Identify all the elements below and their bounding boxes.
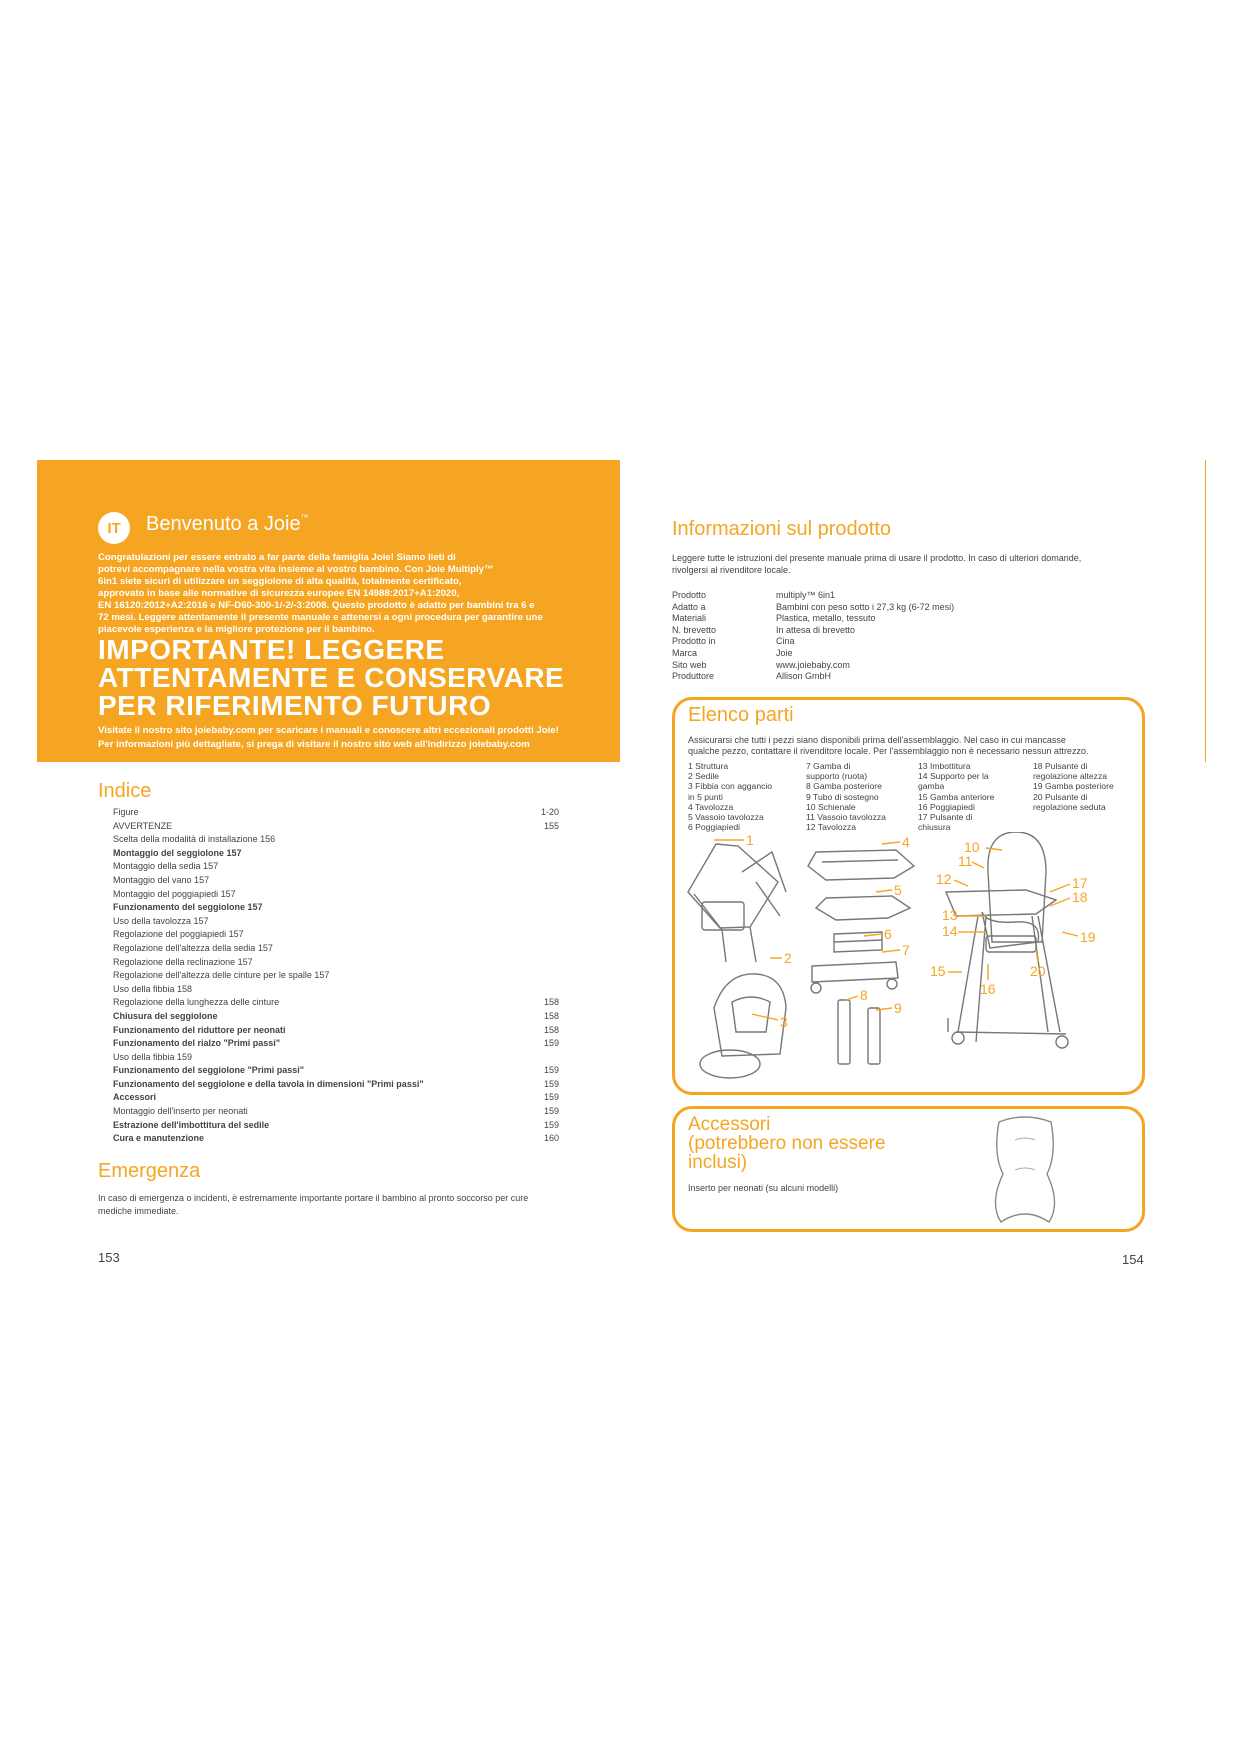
spec-value: Joie [776, 647, 793, 658]
part-item: 15 Gamba anteriore [918, 791, 995, 802]
part-item: 1 Struttura [688, 761, 729, 771]
toc-entry [113, 1078, 559, 1092]
toc-page [535, 901, 559, 915]
part-item: 17 Pulsante di [918, 812, 973, 823]
spec-value: Bambini con peso sotto i 27,3 kg (6-72 mesi) [776, 601, 955, 612]
accessories-text: Inserto per neonati (su alcuni modelli) [688, 1183, 839, 1193]
callout-3: 3 [780, 1014, 788, 1030]
toc-label: Regolazione della lunghezza delle cinture [113, 997, 280, 1008]
callout-1: 1 [746, 832, 754, 848]
spec-value: Cina [776, 636, 795, 647]
spec-row [672, 625, 954, 637]
toc-page: 159 [543, 1092, 559, 1103]
product-specs [672, 590, 954, 683]
spec-value: multiply™ 6in1 [776, 590, 836, 600]
toc-page [535, 833, 559, 847]
parts-intro-line: Assicurarsi che tutti i pezzi siano disponibili prima dell'assemblaggio. Nel caso in cui mancasse [688, 735, 1066, 745]
toc-entry [113, 888, 559, 902]
parts-column-1 [688, 761, 772, 832]
parts-intro-line: qualche pezzo, contattare il rivenditore locale. Per l'assemblaggio non è necessario nessun attrezzo. [688, 746, 1089, 756]
intro-line: potrevi accompagnare nella vostra vita insieme al vostro bambino. Con Joie Multiply™ [98, 564, 494, 575]
toc-entry [113, 969, 559, 983]
toc-page [535, 969, 559, 983]
spec-key: Prodotto in [672, 636, 716, 647]
accessories-title-line: (potrebbero non essere [688, 1133, 886, 1154]
toc-entry [113, 1064, 559, 1078]
toc-label: AVVERTENZE [113, 820, 173, 831]
toc-entry [113, 956, 559, 970]
parts-column-4 [1033, 761, 1114, 812]
spec-key: Marca [672, 647, 698, 658]
important-line: ATTENTAMENTE E CONSERVARE [98, 662, 565, 693]
tray-insert-illustration [816, 896, 910, 920]
toc-label: Montaggio dell'inserto per neonati [113, 1106, 248, 1117]
callout-10: 10 [964, 839, 980, 855]
toc-label: Funzionamento del seggiolone e della tavola in dimensioni "Primi passi" [113, 1078, 424, 1089]
toc-label: Regolazione dell'altezza della sedia 157 [113, 942, 273, 953]
intro-text [98, 552, 588, 636]
emergency-title: Emergenza [98, 1160, 201, 1182]
support-tube-illustration [868, 1008, 880, 1064]
toc-entry [113, 806, 559, 820]
callout-18: 18 [1072, 889, 1088, 905]
toc-label: Montaggio del poggiapiedi 157 [113, 888, 236, 899]
toc-label: Chiusura del seggiolone [113, 1010, 218, 1021]
callout-2: 2 [784, 950, 792, 966]
part-item: regolazione seduta [1033, 801, 1106, 812]
spec-row [672, 671, 954, 683]
toc-page: 158 [543, 1010, 559, 1021]
welcome-title: Benvenuto a Joie™ [146, 513, 309, 535]
intro-line: 6in1 siete sicuri di utilizzare un seggiolone di alta qualità, totalmente certificato, [98, 576, 462, 587]
accessories-title-line: inclusi) [688, 1152, 748, 1173]
parts-list-title: Elenco parti [688, 704, 794, 726]
visit-line: Visitate il nostro sito joiebaby.com per scaricare i manuali e conoscere altri eccezionali prodotti Joie! [98, 725, 559, 736]
parts-list-intro [688, 735, 1133, 757]
toc-page: 155 [543, 820, 559, 831]
spec-row [672, 602, 954, 614]
part-item: 3 Fibbia con aggancio [688, 781, 773, 792]
callout-9: 9 [894, 1000, 902, 1016]
visit-website-text [98, 724, 598, 752]
part-item: in 5 punti [688, 791, 723, 802]
callout-14: 14 [942, 923, 958, 939]
toc-page [535, 874, 559, 888]
toc-page: 159 [543, 1119, 559, 1130]
toc-label: Uso della tavolozza 157 [113, 915, 209, 926]
toc-label: Regolazione dell'altezza delle cinture per le spalle 157 [113, 970, 330, 981]
part-item: chiusura [918, 822, 951, 833]
toc-label: Montaggio del vano 157 [113, 874, 210, 885]
spec-row [672, 660, 954, 672]
toc-page: 1-20 [540, 807, 559, 817]
toc-page [535, 847, 559, 861]
spec-row [672, 590, 954, 602]
accessories-title [688, 1115, 958, 1172]
toc-page [535, 956, 559, 970]
spec-key: Adatto a [672, 601, 706, 612]
toc-entry [113, 996, 559, 1010]
callout-4: 4 [902, 834, 910, 850]
toc-page: 159 [543, 1106, 559, 1117]
page-number-right: 154 [1122, 1252, 1144, 1267]
spec-key: Prodotto [672, 590, 707, 600]
toc-page [535, 942, 559, 956]
toc-entry [113, 983, 559, 997]
part-item: 20 Pulsante di [1033, 791, 1088, 802]
spec-key: Materiali [672, 613, 707, 624]
seat-illustration [700, 974, 786, 1078]
toc-page: 159 [543, 1065, 559, 1076]
toc-entry [113, 1132, 559, 1146]
toc-entry [113, 820, 559, 834]
info-intro-line: rivolgersi al rivenditore locale. [672, 565, 791, 575]
part-item: 2 Sedile [688, 771, 720, 782]
infant-insert-illustration [985, 1114, 1065, 1226]
toc-label: Accessori [113, 1092, 157, 1103]
toc-entry [113, 901, 559, 915]
intro-line: EN 16120:2012+A2:2016 e NF-D60-300-1/-2/-3:2008. Questo prodotto è adatto per bambini tra 6 e [98, 600, 535, 611]
important-line: PER RIFERIMENTO FUTURO [98, 690, 492, 721]
callout-8: 8 [860, 987, 868, 1003]
callout-15: 15 [930, 963, 946, 979]
parts-column-2 [806, 761, 886, 832]
toc-entry [113, 874, 559, 888]
intro-line: piacevole esperienza e la migliore protezione per il bambino. [98, 624, 375, 635]
part-item: 7 Gamba di [806, 761, 851, 771]
toc-entry [113, 1037, 559, 1051]
callout-12: 12 [936, 871, 952, 887]
toc-entry [113, 942, 559, 956]
part-item: 18 Pulsante di [1033, 761, 1088, 771]
toc-label: Montaggio della sedia 157 [113, 861, 219, 872]
toc-entry [113, 1024, 559, 1038]
toc-label: Regolazione del poggiapiedi 157 [113, 929, 244, 940]
info-intro-line: Leggere tutte le istruzioni del presente manuale prima di usare il prodotto. In caso di ulteriori domande, [672, 553, 1082, 563]
spec-row [672, 648, 954, 660]
toc-entry [113, 1091, 559, 1105]
toc-label: Uso della fibbia 159 [113, 1051, 193, 1062]
part-item: 12 Tavolozza [806, 822, 857, 833]
callout-19: 19 [1080, 929, 1096, 945]
part-item: 10 Schienale [806, 801, 856, 812]
toc-page [535, 983, 559, 997]
toc-page [535, 928, 559, 942]
toc-entry [113, 1051, 559, 1065]
toc-page [535, 888, 559, 902]
callout-16: 16 [980, 981, 996, 997]
important-notice [98, 636, 598, 720]
toc-entry [113, 1119, 559, 1133]
spec-key: N. brevetto [672, 624, 717, 635]
spec-value: In attesa di brevetto [776, 624, 856, 635]
part-item: 5 Vassoio tavolozza [688, 812, 764, 823]
callout-17: 17 [1072, 875, 1088, 891]
toc-label: Funzionamento del rialzo "Primi passi" [113, 1038, 281, 1049]
language-badge: IT [98, 512, 130, 544]
wheel-leg-illustration [812, 962, 898, 982]
spec-key: Produttore [672, 671, 715, 682]
spec-value: www.joiebaby.com [776, 659, 850, 670]
part-item: supporto (ruota) [806, 771, 868, 782]
part-item: 8 Gamba posteriore [806, 781, 882, 792]
rear-leg-illustration [838, 1000, 850, 1064]
toc-label: Montaggio del seggiolone 157 [113, 847, 242, 858]
parts-column-3 [918, 761, 994, 832]
toc-page [535, 1051, 559, 1065]
page-number-left: 153 [98, 1250, 120, 1265]
product-info-title: Informazioni sul prodotto [672, 518, 892, 540]
spec-row [672, 613, 954, 625]
callout-13: 13 [942, 907, 958, 923]
emergency-line: In caso di emergenza o incidenti, è estremamente importante portare il bambino al pronto soccorso per cure [98, 1193, 529, 1203]
spec-row [672, 636, 954, 648]
emergency-line: mediche immediate. [98, 1206, 179, 1216]
part-item: 19 Gamba posteriore [1033, 781, 1114, 792]
callout-7: 7 [902, 942, 910, 958]
toc-page: 158 [543, 997, 559, 1008]
accessories-title-line: Accessori [688, 1114, 771, 1135]
toc-page: 159 [543, 1038, 559, 1049]
toc-page: 160 [543, 1133, 559, 1144]
toc-entry [113, 847, 559, 861]
callout-20: 20 [1030, 963, 1046, 979]
toc-entry [113, 1010, 559, 1024]
toc-page [535, 915, 559, 929]
toc-entry [113, 1105, 559, 1119]
product-info-intro [672, 552, 1132, 576]
spec-value: Allison GmbH [776, 671, 832, 682]
intro-line: Congratulazioni per essere entrato a far parte della famiglia Joie! Siamo lieti di [98, 552, 456, 563]
part-item: 9 Tubo di sostegno [806, 791, 879, 802]
frame-illustration [688, 844, 786, 962]
intro-line: approvato in base alle normative di sicurezza europee EN 14988:2017+A1:2020, [98, 588, 460, 599]
part-item: 6 Poggiapiedi [688, 822, 741, 833]
intro-line: 72 mesi. Leggere attentamente il presente manuale e attenersi a ogni procedura per garantire une [98, 612, 543, 623]
toc-label: Funzionamento del seggiolone "Primi passi" [113, 1065, 305, 1076]
toc-entry [113, 915, 559, 929]
callout-11: 11 [958, 853, 973, 869]
important-line: IMPORTANTE! LEGGERE [98, 634, 445, 665]
part-item: 4 Tavolozza [688, 801, 734, 812]
toc-label: Uso della fibbia 158 [113, 983, 193, 994]
index-title: Indice [98, 780, 152, 802]
toc-label: Funzionamento del seggiolone 157 [113, 902, 263, 913]
part-item: regolazione altezza [1033, 771, 1108, 782]
toc-label: Figure [113, 807, 139, 817]
spec-value: Plastica, metallo, tessuto [776, 613, 876, 624]
toc-label: Estrazione dell'imbottitura del sedile [113, 1119, 270, 1130]
toc-label: Regolazione della reclinazione 157 [113, 956, 253, 967]
callout-5: 5 [894, 882, 902, 898]
callout-6: 6 [884, 926, 892, 942]
part-item: gamba [918, 781, 945, 792]
toc-entry [113, 833, 559, 847]
parts-diagram [686, 832, 1136, 1092]
part-item: 13 Imbottitura [918, 761, 971, 771]
part-item: 16 Poggiapiedi [918, 801, 975, 812]
toc-entry [113, 928, 559, 942]
toc-label: Cura e manutenzione [113, 1133, 205, 1144]
emergency-text [98, 1192, 568, 1218]
part-item: 11 Vassoio tavolozza [806, 812, 886, 823]
visit-line: Per informazioni più dettagliate, si prega di visitare il nostro sito web all'indirizzo joiebaby.com [98, 739, 530, 750]
tray-illustration [808, 850, 914, 880]
toc-label: Scelta della modalità di installazione 156 [113, 834, 276, 845]
toc-entry [113, 860, 559, 874]
toc-page: 159 [543, 1078, 559, 1089]
toc-page [535, 860, 559, 874]
spec-key: Sito web [672, 659, 707, 670]
toc-page: 158 [543, 1024, 559, 1035]
table-of-contents [113, 806, 559, 1146]
part-item: 14 Supporto per la [918, 771, 989, 782]
toc-label: Funzionamento del riduttore per neonati [113, 1024, 286, 1035]
page-edge-line [1205, 460, 1206, 762]
